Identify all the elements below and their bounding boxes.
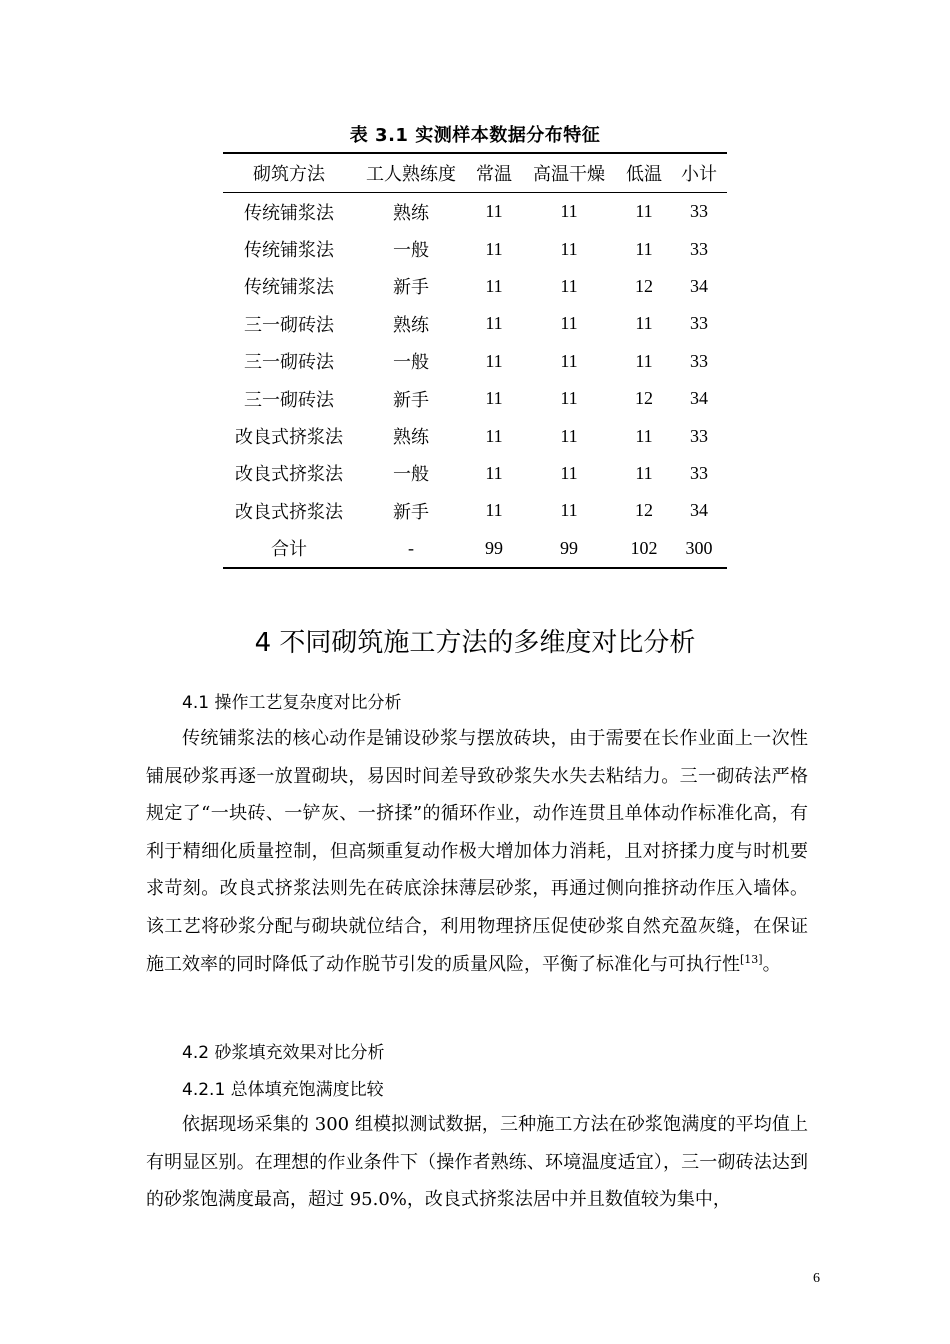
header-cell: 高温干燥	[533, 164, 605, 184]
table-cell: 改良式挤浆法	[235, 464, 343, 485]
table-cell: 新手	[393, 501, 429, 522]
table-cell: 33	[690, 238, 708, 259]
table-row	[223, 193, 727, 231]
table-cell: 11	[485, 313, 503, 334]
table-cell: 传统铺浆法	[244, 240, 334, 261]
table-cell: 99	[560, 537, 578, 558]
citation-ref[interactable]: [13]	[740, 952, 763, 966]
table-cell: 熟练	[393, 202, 429, 223]
header-cell: 常温	[476, 164, 512, 184]
table-cell: 99	[485, 537, 503, 558]
table-cell: 33	[690, 201, 708, 222]
table-cell: 11	[560, 238, 578, 259]
table-row	[223, 492, 727, 529]
table-cell: 合计	[271, 539, 307, 560]
table-cell: 熟练	[393, 427, 429, 448]
table-cell: 熟练	[393, 314, 429, 335]
table-cell: 一般	[393, 464, 429, 485]
table-cell: 11	[635, 238, 653, 259]
header-cell: 砌筑方法	[253, 164, 325, 184]
table-cell: 11	[560, 313, 578, 334]
table-cell: 三一砌砖法	[244, 352, 334, 373]
table-cell: 三一砌砖法	[244, 389, 334, 410]
subsubsection-title: 4.2.1 总体填充饱满度比较	[182, 1080, 384, 1100]
table-cell: 一般	[393, 240, 429, 261]
table-cell: 改良式挤浆法	[235, 501, 343, 522]
table-body	[223, 193, 727, 568]
table-cell: 11	[560, 425, 578, 446]
table-row	[223, 230, 727, 267]
paragraph-text: 传统铺浆法的核心动作是铺设砂浆与摆放砖块，由于需要在长作业面上一次性铺展砂浆再逐一放置砌块，易因时间差导致砂浆失水失去粘结力。三一砌砖法严格规定了“一块砖、一铲灰、一挤揉”的循环作业，动作连贯且单体动作标准化高，有利于精细化质量控制，但高频重复动作极大增加体力消耗，且对挤揉力度与时机要求苛刻。改良式挤浆法则先在砖底涂抹薄层砂浆，再通过侧向推挤动作压入墙体。该工艺将砂浆分配与砌块就位结合，利用物理挤压促使砂浆自然充盈灰缝，在保证施工效率的同时降低了动作脱节引发的质量风险，平衡了标准化与可执行性	[146, 728, 808, 975]
table-cell: 一般	[393, 352, 429, 373]
table-cell: 11	[560, 462, 578, 483]
table-row	[223, 268, 727, 305]
table-cell: 11	[560, 350, 578, 371]
paragraph-end: 。	[762, 953, 781, 975]
table-cell: 11	[485, 388, 503, 409]
table-cell: 11	[560, 275, 578, 296]
table-cell: 33	[690, 313, 708, 334]
table-cell: 34	[690, 275, 708, 296]
table-cell: 34	[690, 500, 708, 521]
table-cell: 300	[685, 537, 713, 558]
table-cell: 11	[560, 500, 578, 521]
table-cell: 11	[485, 201, 503, 222]
section-title: 4 不同砌筑施工方法的多维度对比分析	[254, 628, 696, 658]
header-cell: 低温	[626, 164, 662, 184]
table-cell: 11	[635, 425, 653, 446]
table-cell: 11	[560, 388, 578, 409]
paragraph-text: 依据现场采集的 300 组模拟测试数据，三种施工方法在砂浆饱满度的平均值上有明显区别。在理想的作业条件下（操作者熟练、环境温度适宜），三一砌砖法达到的砂浆饱满度最高，超过 95.0%，改良式挤浆法居中并且数值较为集中，	[146, 1114, 808, 1211]
table-cell: 新手	[393, 277, 429, 298]
table-cell: 11	[485, 500, 503, 521]
table-cell: 11	[635, 350, 653, 371]
table-cell: 11	[485, 275, 503, 296]
table-cell: 新手	[393, 389, 429, 410]
table-cell: 三一砌砖法	[244, 314, 334, 335]
table-cell: 11	[485, 350, 503, 371]
table-cell: 11	[485, 238, 503, 259]
table-cell: 传统铺浆法	[244, 202, 334, 223]
table-cell: 11	[635, 462, 653, 483]
body-paragraph	[146, 720, 808, 983]
subsection-title: 4.2 砂浆填充效果对比分析	[182, 1043, 385, 1063]
table-cell: 102	[630, 537, 658, 558]
table-caption: 表 3.1 实测样本数据分布特征	[349, 125, 601, 146]
table-cell: 12	[635, 388, 653, 409]
body-paragraph	[146, 1106, 808, 1219]
table-cell: 33	[690, 462, 708, 483]
table-row	[223, 380, 727, 417]
table-cell: 11	[635, 313, 653, 334]
table-cell: 12	[635, 275, 653, 296]
table-cell: 11	[485, 462, 503, 483]
sample-distribution-table	[223, 152, 727, 569]
table-cell: 11	[485, 425, 503, 446]
table-cell: 12	[635, 500, 653, 521]
table-row	[223, 343, 727, 380]
table-cell: -	[408, 537, 414, 558]
header-cell: 工人熟练度	[366, 164, 456, 184]
header-cell: 小计	[681, 164, 717, 184]
table-cell: 33	[690, 350, 708, 371]
table-row	[223, 417, 727, 454]
table-cell: 34	[690, 388, 708, 409]
table-cell: 传统铺浆法	[244, 277, 334, 298]
table-cell: 改良式挤浆法	[235, 427, 343, 448]
page-number: 6	[813, 1271, 820, 1286]
table-cell: 11	[560, 201, 578, 222]
table-row	[223, 305, 727, 342]
subsection-title: 4.1 操作工艺复杂度对比分析	[182, 693, 402, 713]
table-header-row	[223, 153, 727, 193]
table-row	[223, 455, 727, 492]
table-cell: 33	[690, 425, 708, 446]
table-cell: 11	[635, 201, 653, 222]
table-row	[223, 530, 727, 568]
